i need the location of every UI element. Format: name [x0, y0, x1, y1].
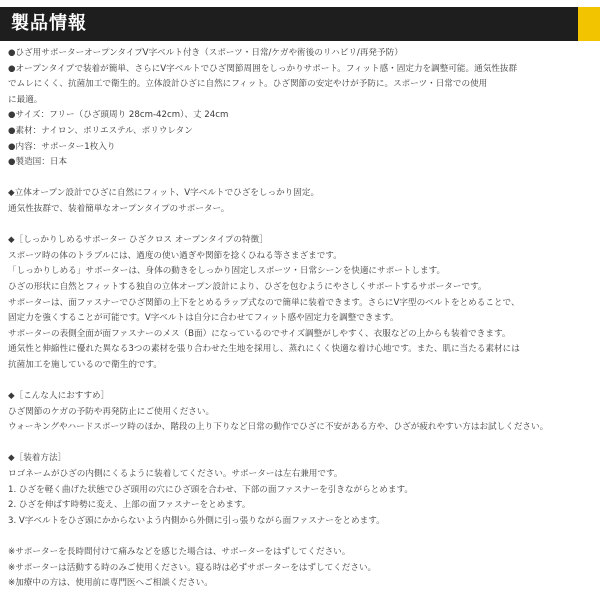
section-spacer — [8, 529, 586, 545]
description-line: ●素材：ナイロン、ポリエステル、ポリウレタン — [8, 125, 193, 136]
description-section — [8, 451, 586, 529]
description-line: 固定力を強くすることが可能です。V字ベルトは自分に合わせてフィット感や固定力を調整できます。 — [8, 313, 399, 324]
section-spacer — [8, 218, 586, 234]
description-line: 3. V字ベルトをひざ頭にかからないよう内側から外側に引っ張りながら面ファスナーをとめます。 — [8, 515, 385, 526]
description-line: ●製造国：日本 — [8, 157, 68, 168]
description-section — [8, 233, 586, 373]
description-line: ひざの形状に自然とフィットする独自の立体オープン設計により、ひざを包むようにやさしくサポートするサポーターです。 — [8, 281, 487, 292]
description-section — [8, 46, 586, 171]
section-spacer — [8, 171, 586, 187]
description-line: 通気性と伸縮性に優れた異なる3つの素材を張り合わせた生地を採用し、蒸れにくく快適な着け心地です。また、肌に当たる素材には — [8, 344, 520, 355]
description-line: 通気性抜群で、装着簡単なオープンタイプのサポーター。 — [8, 203, 230, 214]
description-line: サポーターは、面ファスナーでひざ関節の上下をとめるラップ式なので簡単に装着できます。さらにV字型のベルトをとめることで、 — [8, 297, 520, 308]
description-line: に最適。 — [8, 94, 43, 105]
description-line: ●ひざ用サポーターオープンタイプV字ベルト付き（スポーツ・日常/ケガや術後のリハビリ/再発予防） — [8, 48, 403, 58]
description-line: 2. ひざを伸ばす時勢に変え、上部の面ファスナーをとめます。 — [8, 500, 251, 511]
description-line: ●内容：サポーター1枚入り — [8, 141, 116, 152]
description-line: ◆［装着方法］ — [8, 453, 67, 464]
description-line: ●オープンタイプで装着が簡単、さらにV字ベルトでひざ関節周囲をしっかりサポート。フィット感・固定力を調整可能。通気性抜群 — [8, 63, 518, 74]
description-line: 抗菌加工を施しているので衛生的です。 — [8, 359, 163, 370]
description-line: ひざ関節のケガの予防や再発防止にご使用ください。 — [8, 406, 215, 417]
section-spacer — [8, 436, 586, 452]
product-description — [0, 41, 600, 592]
header-accent-bar — [578, 7, 600, 41]
description-line: ※加療中の方は、使用前に専門医へご相談ください。 — [8, 578, 213, 589]
product-info-title: 製品情報 — [11, 13, 87, 34]
description-line: ※サポーターを長時間付けて痛みなどを感じた場合は、サポーターをはずしてください。 — [8, 547, 351, 557]
description-line: スポーツ時の体のトラブルには、過度の使い過ぎや関節を捻くひねる等さまざまです。 — [8, 250, 342, 261]
description-section — [8, 389, 586, 436]
product-info-header — [0, 7, 600, 41]
description-line: ◆［こんな人におすすめ］ — [8, 391, 110, 402]
section-spacer — [8, 373, 586, 389]
description-line: 1. ひざを軽く曲げた状態でひざ頭用の穴にひざ頭を合わせ、下部の面ファスナーを引きながらとめます。 — [8, 484, 413, 495]
description-line: サポーターの表側全面が面ファスナーのメス（B面）になっているのでサイズ調整がしやすく、衣服などの上からも装着できます。 — [8, 328, 511, 339]
description-line: ◆立体オープン設計でひざに自然にフィット、V字ベルトでひざをしっかり固定。 — [8, 188, 320, 199]
description-section — [8, 186, 586, 217]
description-line: ◆［しっかりしめるサポーター ひざクロス オープンタイプの特徴］ — [8, 235, 268, 246]
description-section — [8, 545, 586, 592]
description-line: ロゴネームがひざの内側にくるように装着してください。サポーターは左右兼用です。 — [8, 469, 343, 480]
description-line: ●サイズ：フリー（ひざ頭周り 28cm-42cm）、丈 24cm — [8, 110, 229, 121]
description-line: ウォーキングやハードスポーツ時のほか、階段の上り下りなど日常の動作でひざに不安がある方や、ひざが疲れやすい方はお試しください。 — [8, 422, 549, 433]
description-line: でムレにくく、抗菌加工で衛生的。立体設計ひざに自然にフィット。ひざ関節の安定やけが予防に。スポーツ・日常での使用 — [8, 79, 488, 90]
description-line: ※サポーターは活動する時のみご使用ください。寝る時は必ずサポーターをはずしてください。 — [8, 562, 377, 573]
description-line: 「しっかりしめる」サポーターは、身体の動きをしっかり固定しスポーツ・日常シーンを快適にサポートします。 — [8, 266, 446, 277]
